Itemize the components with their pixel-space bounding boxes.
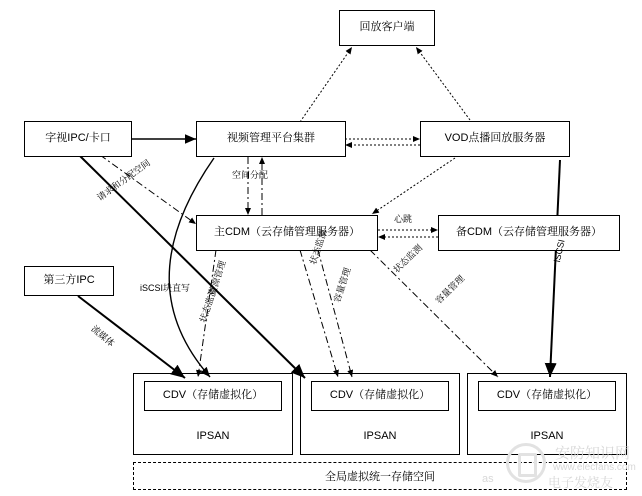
edge-label-iscsi-block: iSCSI块直写	[140, 283, 191, 293]
edge-label-heartbeat: 心跳	[394, 214, 413, 224]
watermark-bottom: 电子发烧友	[548, 475, 614, 490]
node-ipc-card-label: 字视IPC/卡口	[45, 132, 111, 145]
node-global-space	[133, 462, 627, 490]
node-video-platform-label: 视频管理平台集群	[227, 132, 315, 145]
node-vod-server-label: VOD点播回放服务器	[444, 132, 546, 145]
node-ipc-card[interactable]	[24, 121, 132, 157]
node-third-party-ipc-label: 第三方IPC	[43, 274, 95, 287]
node-cdv-2-label: CDV（存储虚拟化）	[329, 389, 431, 402]
node-global-space-label: 全局虚拟统一存储空间	[325, 471, 435, 483]
node-cdv-3[interactable]	[478, 381, 616, 411]
edge-label-request-alloc-space: 请求和分配空间	[95, 157, 153, 203]
node-video-platform[interactable]	[196, 121, 346, 157]
node-playback-client[interactable]	[339, 10, 435, 46]
node-backup-cdm[interactable]	[438, 215, 620, 251]
node-ipsan-2-label: IPSAN	[363, 430, 397, 442]
node-cdv-2[interactable]	[311, 381, 449, 411]
node-vod-server[interactable]	[420, 121, 570, 157]
node-cdv-3-label: CDV（存储虚拟化）	[496, 389, 598, 402]
node-main-cdm-label: 主CDM（云存储管理服务器）	[213, 226, 361, 239]
edge-label-status-monitor-2: 状态监测	[307, 228, 329, 266]
edge-label-iscsi: iSCSI	[552, 238, 567, 264]
node-ipsan-1-label: IPSAN	[196, 430, 230, 442]
edge-label-capacity-mgmt-2: 容量管理	[433, 273, 467, 306]
node-backup-cdm-label: 备CDM（云存储管理服务器）	[455, 226, 603, 239]
watermark-top: 安防知识网	[555, 445, 631, 462]
edge-label-status-monitor-1: 状态监测	[197, 286, 219, 324]
node-ipsan-3	[467, 430, 627, 442]
watermark-left: as	[482, 473, 494, 485]
edge-label-resource-mgmt: 资源管理	[206, 259, 228, 297]
watermark-mid: www.elecfans.com	[553, 462, 636, 473]
edge-label-status-detect: 状态监测	[391, 242, 425, 275]
node-ipsan-1	[133, 430, 293, 442]
node-cdv-1[interactable]	[144, 381, 282, 411]
node-playback-client-label: 回放客户端	[359, 21, 415, 34]
node-cdv-1-label: CDV（存储虚拟化）	[162, 389, 264, 402]
node-main-cdm[interactable]	[196, 215, 378, 251]
node-third-party-ipc[interactable]	[24, 266, 114, 296]
node-ipsan-2	[300, 430, 460, 442]
edge-label-write-stream: 流媒体	[89, 323, 117, 349]
node-ipsan-3-label: IPSAN	[530, 430, 564, 442]
edge-label-space-alloc: 空间分配	[232, 170, 269, 180]
edge-label-capacity-mgmt-1: 容量管理	[331, 266, 353, 304]
